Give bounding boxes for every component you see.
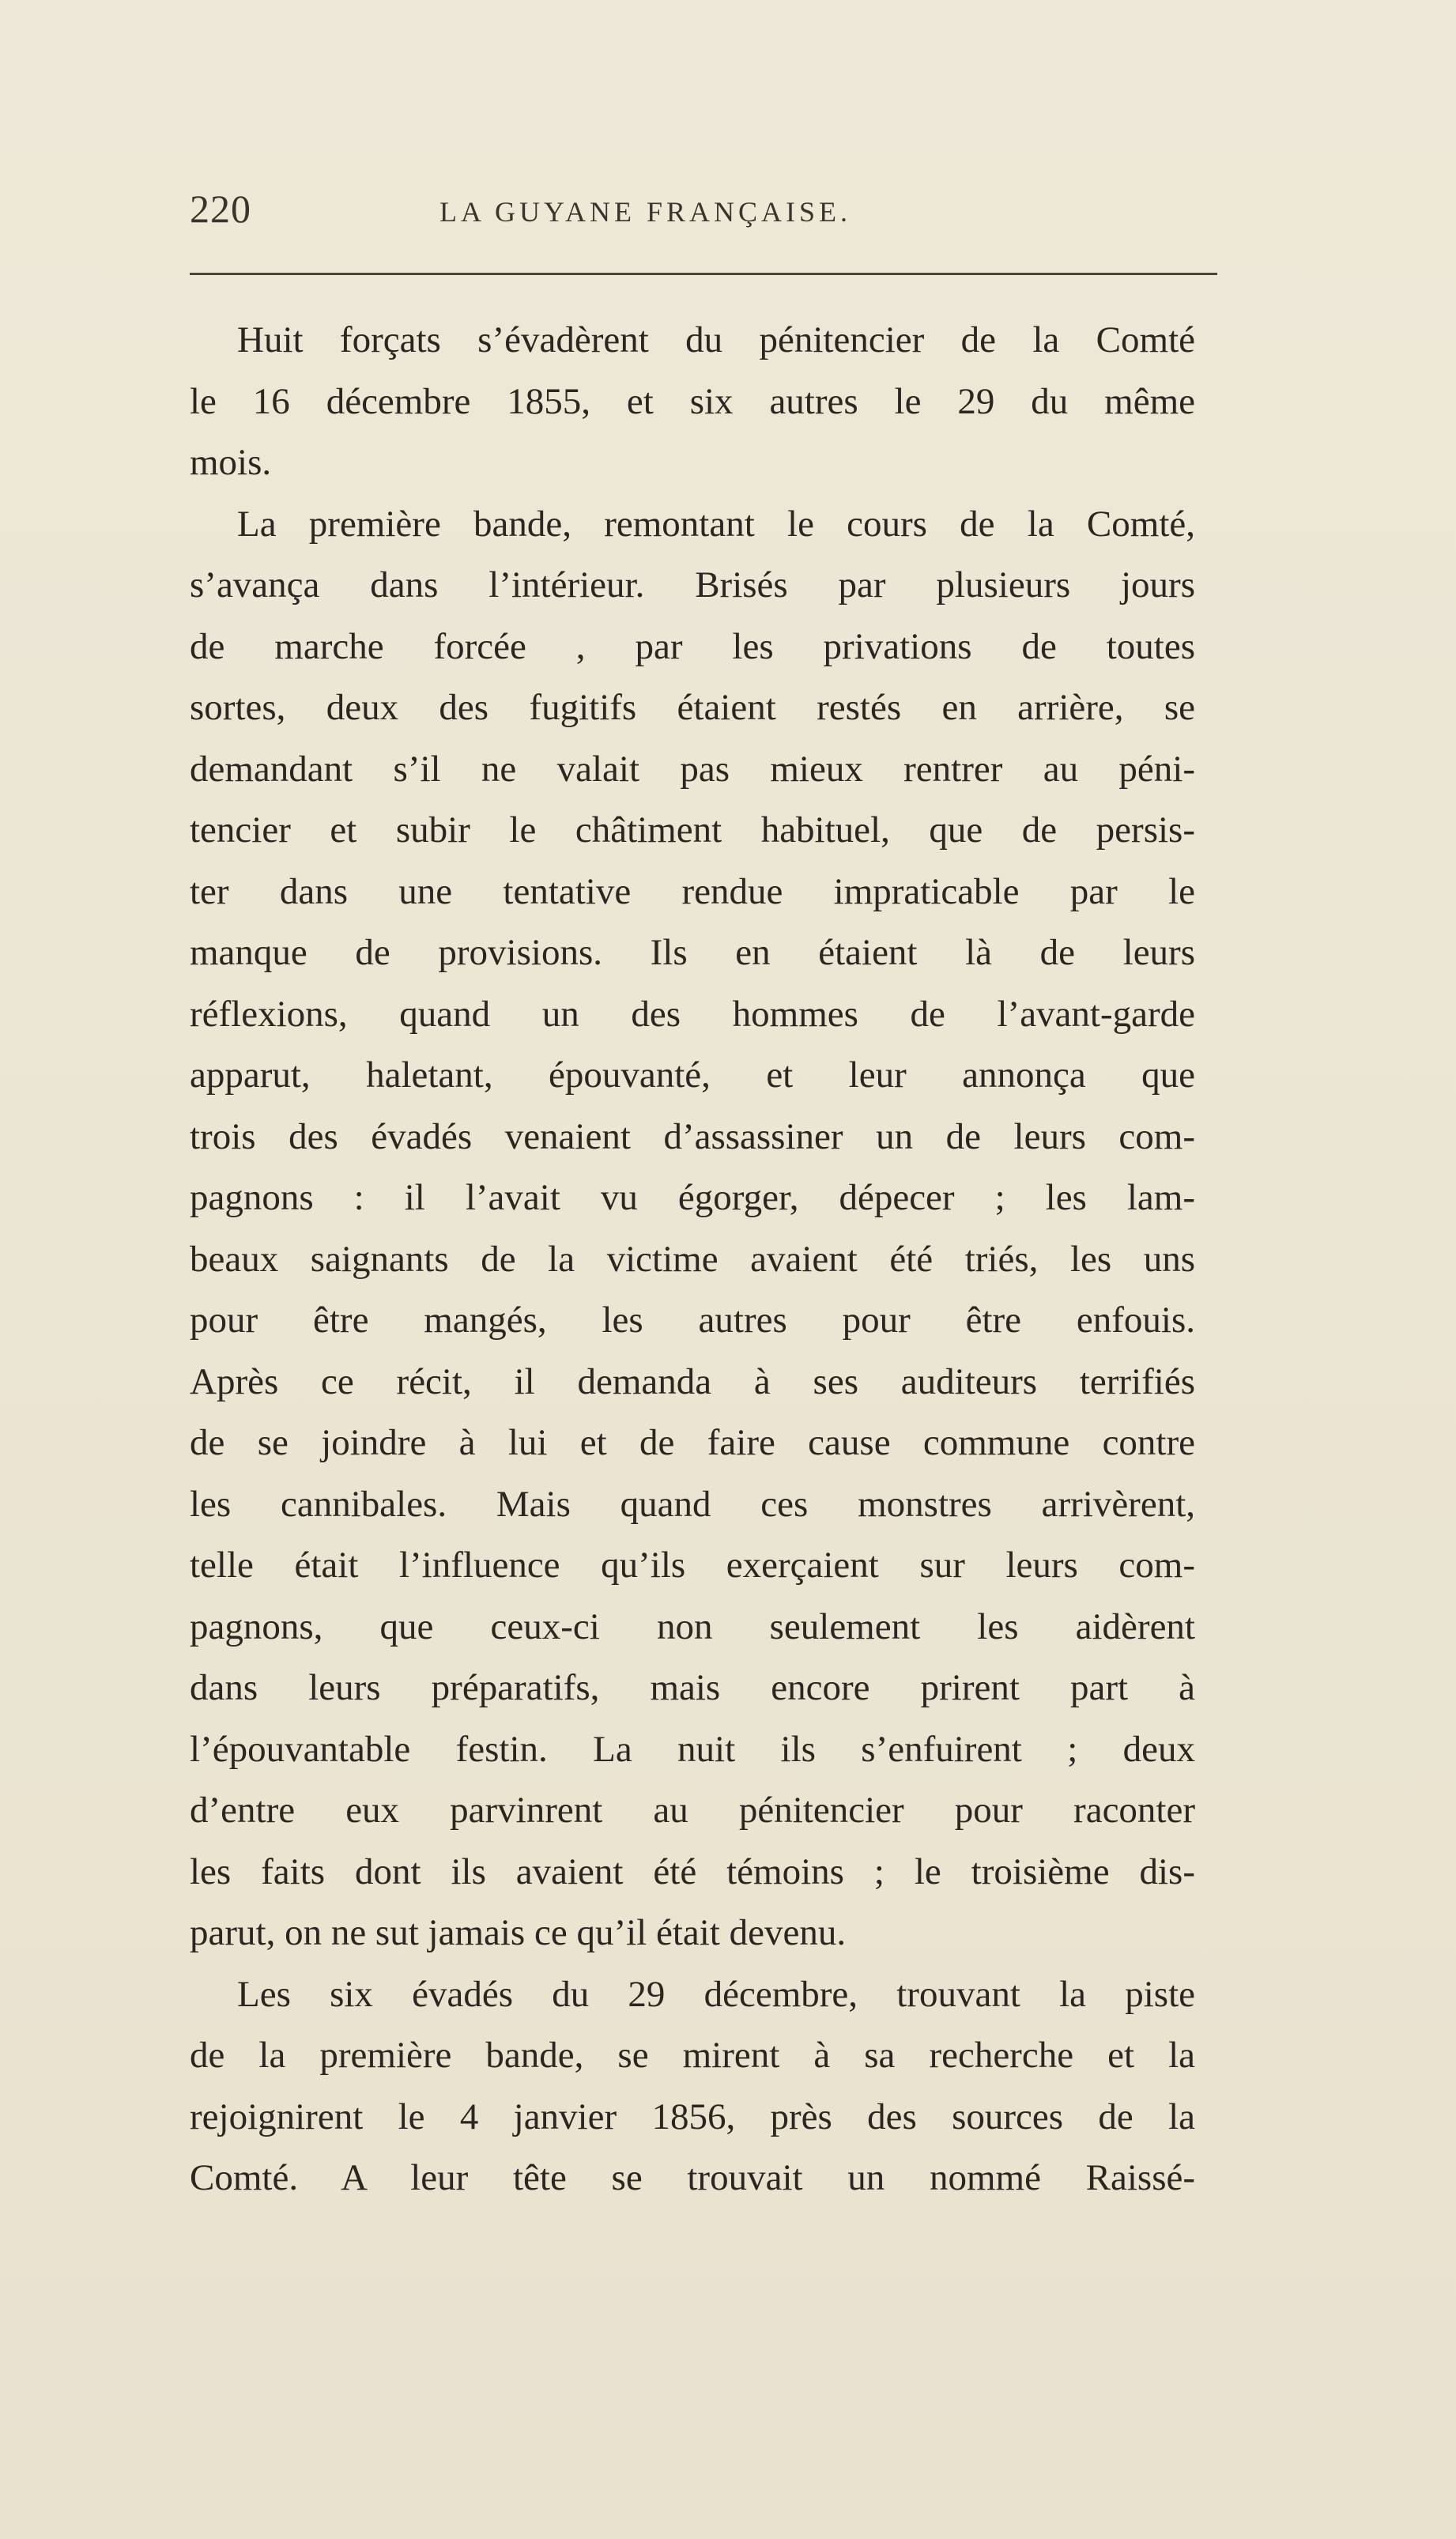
text-line: de la première bande, se mirent à sa recherche et la bbox=[190, 2035, 1195, 2076]
text-line: apparut, haletant, épouvanté, et leur annonça que bbox=[190, 1054, 1195, 1096]
text-line: mois. bbox=[190, 442, 272, 483]
text-line: telle était l’influence qu’ils exerçaient sur leurs com- bbox=[190, 1545, 1195, 1586]
text-line: La première bande, remontant le cours de la Comté, bbox=[237, 503, 1195, 545]
text-line: s’avança dans l’intérieur. Brisés par plusieurs jours bbox=[190, 564, 1195, 606]
text-line: dans leurs préparatifs, mais encore prirent part à bbox=[190, 1667, 1195, 1708]
text-line: d’entre eux parvinrent au pénitencier pour raconter bbox=[190, 1790, 1195, 1831]
text-line: demandant s’il ne valait pas mieux rentrer au péni- bbox=[190, 748, 1195, 790]
running-title: LA GUYANE FRANÇAISE. bbox=[439, 196, 852, 228]
text-line: pagnons : il l’avait vu égorger, dépecer ; les lam- bbox=[190, 1177, 1195, 1218]
header-rule bbox=[190, 273, 1217, 275]
text-line: de marche forcée , par les privations de toutes bbox=[190, 625, 1195, 667]
text-line: rejoignirent le 4 janvier 1856, près des sources de la bbox=[190, 2096, 1195, 2137]
text-line: manque de provisions. Ils en étaient là de leurs bbox=[190, 932, 1195, 973]
text-line: parut, on ne sut jamais ce qu’il était devenu. bbox=[190, 1912, 847, 1953]
text-line: sortes, deux des fugitifs étaient restés en arrière, se bbox=[190, 687, 1195, 728]
text-line: Comté. A leur tête se trouvait un nommé Raissé- bbox=[190, 2157, 1195, 2198]
text-line: pour être mangés, les autres pour être enfouis. bbox=[190, 1300, 1195, 1341]
text-line: de se joindre à lui et de faire cause commune contre bbox=[190, 1422, 1195, 1463]
text-line: Après ce récit, il demanda à ses auditeurs terrifiés bbox=[190, 1360, 1195, 1402]
text-line: ter dans une tentative rendue impraticable par le bbox=[190, 870, 1195, 912]
text-line: les faits dont ils avaient été témoins ; le troisième dis- bbox=[190, 1850, 1195, 1892]
text-line: l’épouvantable festin. La nuit ils s’enfuirent ; deux bbox=[190, 1728, 1195, 1770]
text-line: Huit forçats s’évadèrent du pénitencier de la Comté bbox=[237, 319, 1195, 360]
text-line: pagnons, que ceux-ci non seulement les aidèrent bbox=[190, 1605, 1195, 1647]
text-line: tencier et subir le châtiment habituel, que de persis- bbox=[190, 809, 1195, 851]
text-line: beaux saignants de la victime avaient été triés, les uns bbox=[190, 1238, 1195, 1280]
text-line: réflexions, quand un des hommes de l’avant-garde bbox=[190, 993, 1195, 1035]
page-number: 220 bbox=[190, 187, 251, 231]
text-line: Les six évadés du 29 décembre, trouvant la piste bbox=[237, 1973, 1195, 2015]
body-text bbox=[190, 310, 1195, 2209]
text-line: les cannibales. Mais quand ces monstres arrivèrent, bbox=[190, 1483, 1195, 1525]
page-header bbox=[190, 186, 1217, 241]
text-line: trois des évadés venaient d’assassiner un de leurs com- bbox=[190, 1115, 1195, 1157]
text-line: le 16 décembre 1855, et six autres le 29 du même bbox=[190, 380, 1195, 422]
